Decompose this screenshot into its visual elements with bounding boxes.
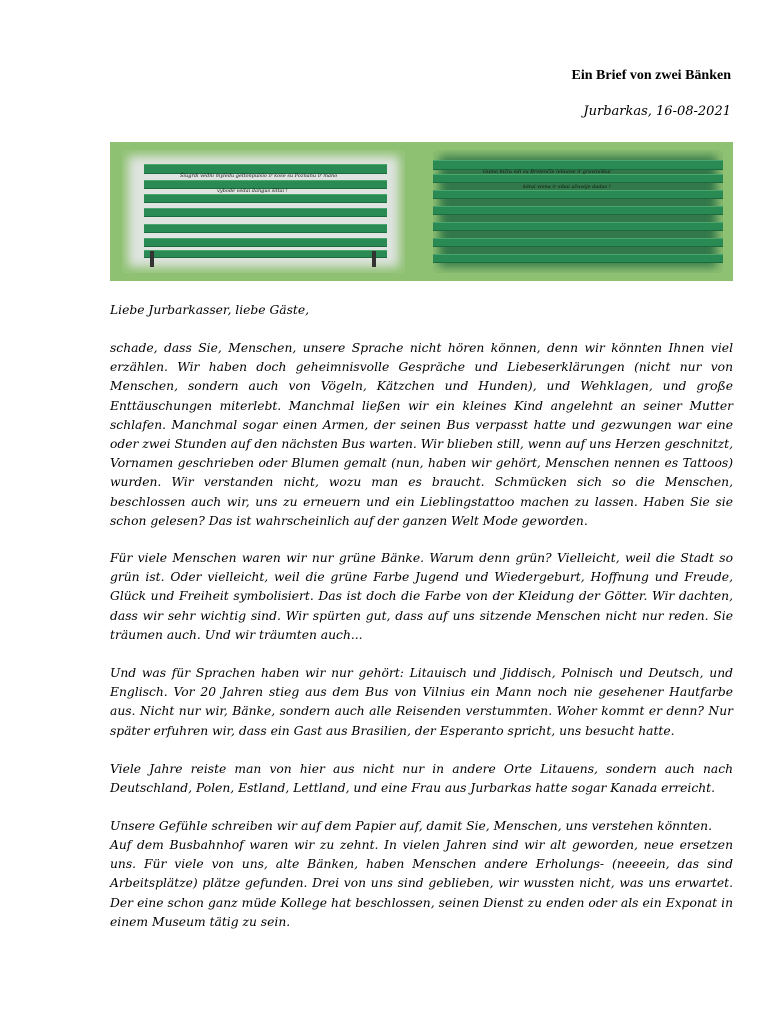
bench-inscription-right-1: Gumo bičiu ėdi su Brolenčie leliuose ir graviniškai: [483, 169, 611, 175]
bench-inscription-right-2: kėtai viena ir sibai ažuvėje dadas !: [523, 184, 611, 190]
bench-photo-right: [433, 150, 723, 273]
paragraph-1: schade, dass Sie, Menschen, unsere Sprache nicht hören können, denn wir könnten Ihnen viel erzählen. Wir haben doch geheimnisvolle Gespräche und Liebeserklärungen (nicht nur von Menschen, sondern auch von Vögeln, Kätzchen und Hunden), und Wehklagen, und große Enttäuschungen miterlebt. Manchmal ließen wir ein kleines Kind angelehnt an seiner Mutter schlafen. Manchmal sogar einen Armen, der seinen Bus verpasst hatte und gezwungen war eine oder zwei Stunden auf den nächsten Bus warten. Wir blieben still, wenn auf uns Herzen geschnitzt, Vornamen geschrieben oder Blumen gemalt (nun, haben wir gehört, Menschen nennen es Tattoos) wurden. Wir verstanden nicht, wozu man es braucht. Schmücken sich so die Menschen, beschlossen auch wir, uns zu erneuern und ein Lieblingstattoo machen zu lassen. Haben Sie sie schon gelesen? Das ist wahrscheinlich auf der ganzen Welt Mode geworden.: [110, 341, 733, 528]
bench-inscription-left-1: Šiugrdi vėdni mylėdu geltonpulsio ir koše su Poznanu ir mano: [180, 173, 338, 179]
place-date: Jurbarkas, 16-08-2021: [583, 104, 731, 119]
paragraph-4: Viele Jahre reiste man von hier aus nicht nur in andere Orte Litauens, sondern auch nach Deutschland, Polen, Estland, Lettland, und eine Frau aus Jurbarkas hatte sogar Kanada erreicht.: [110, 762, 733, 796]
bench-inscription-left-2: vybodė vėdai dangus šiltai !: [217, 188, 288, 194]
paragraph-2: Für viele Menschen waren wir nur grüne Bänke. Warum denn grün? Vielleicht, weil die Stadt so grün ist. Oder vielleicht, weil die grüne Farbe Jugend und Wiedergeburt, Hoffnung und Freude, Glück und Freiheit symbolisiert. Das ist doch die Farbe von der Kleidung der Götter. Wir dachten, dass wir sehr wichtig sind. Wir spürten gut, dass auf uns sitzende Menschen nicht nur reden. Sie träumen auch. Und wir träumten auch...: [110, 551, 733, 642]
letter-title: Ein Brief von zwei Bänken: [571, 68, 731, 83]
letter-greeting: Liebe Jurbarkasser, liebe Gäste,: [110, 303, 310, 317]
paragraph-5: Unsere Gefühle schreiben wir auf dem Papier auf, damit Sie, Menschen, uns verstehen könnten.: [110, 819, 712, 833]
paragraph-3: Und was für Sprachen haben wir nur gehört: Litauisch und Jiddisch, Polnisch und Deutsch, und Englisch. Vor 20 Jahren stieg aus dem Bus von Vilnius ein Mann noch nie gesehener Hautfarbe aus. Nicht nur wir, Bänke, sondern auch alle Reisenden verstummten. Woher kommt er denn? Nur später erfuhren wir, dass ein Gast aus Brasilien, der Esperanto spricht, uns besucht hatte.: [110, 666, 733, 738]
paragraph-6: Auf dem Busbahnhof waren wir zu zehnt. In vielen Jahren sind wir alt geworden, neue ersetzen uns. Für viele von uns, alte Bänken, haben Menschen andere Erholungs- (neeeein, das sind Arbeitsplätze) plätze gefunden. Drei von uns sind geblieben, wir wussten nicht, was uns erwartet. Der eine schon ganz müde Kollege hat beschlossen, seinen Dienst zu enden oder als ein Exponat in einem Museum tätig zu sein.: [110, 838, 733, 929]
bench-photo-left: [122, 150, 405, 273]
bench-photos: [110, 142, 733, 281]
